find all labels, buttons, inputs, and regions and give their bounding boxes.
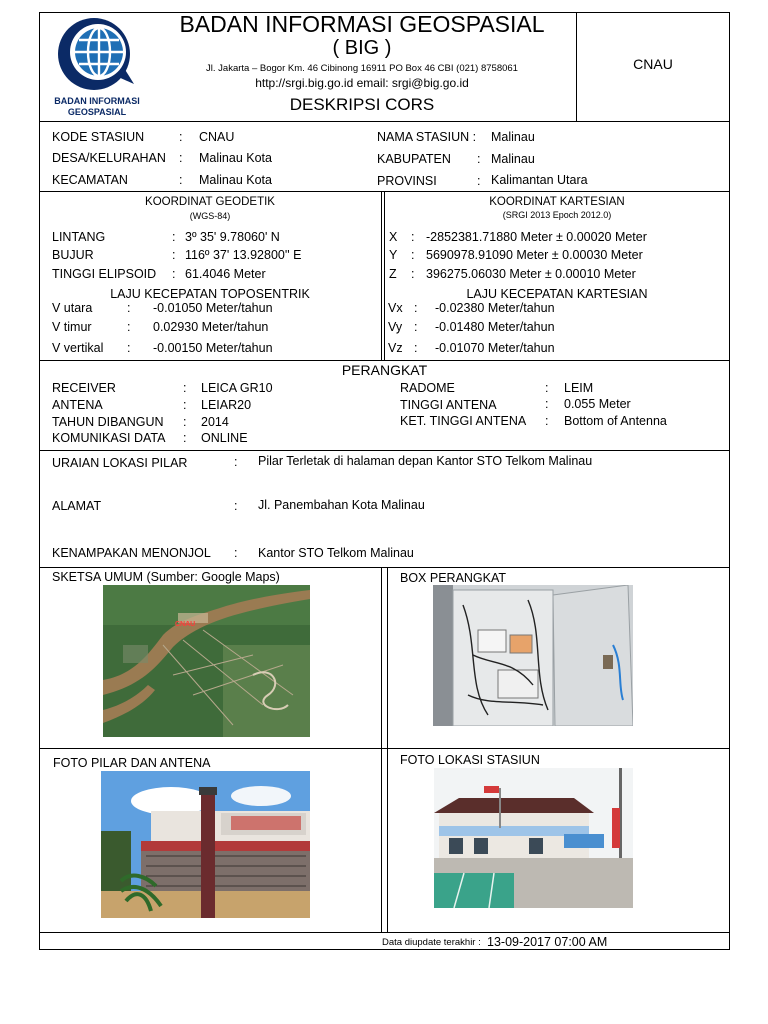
colon: : <box>179 173 183 187</box>
map-marker-label: CNAU <box>175 621 196 628</box>
org-abbr: ( BIG ) <box>332 37 392 59</box>
colon: : <box>545 381 549 395</box>
kenampakan-label: KENAMPAKAN MENONJOL <box>52 546 211 560</box>
sketsa-label: SKETSA UMUM (Sumber: Google Maps) <box>52 570 280 584</box>
uraian-label: URAIAN LOKASI PILAR <box>52 456 188 470</box>
kecamatan-value: Malinau Kota <box>199 173 272 187</box>
uraian-value: Pilar Terletak di halaman depan Kantor STO Telkom Malinau <box>258 454 593 468</box>
divider <box>39 748 730 749</box>
bujur-label: BUJUR <box>52 248 94 262</box>
receiver-label: RECEIVER <box>52 381 116 395</box>
lintang-label: LINTANG <box>52 230 106 244</box>
box-perangkat-label: BOX PERANGKAT <box>400 571 507 585</box>
provinsi-value: Kalimantan Utara <box>491 173 588 187</box>
colon: : <box>545 397 549 411</box>
colon: : <box>183 381 187 395</box>
vtimur-label: V timur <box>52 320 92 334</box>
satellite-map-image <box>103 585 310 737</box>
ket-tinggi-label: KET. TINGGI ANTENA <box>400 414 527 428</box>
tahun-label: TAHUN DIBANGUN <box>52 415 164 429</box>
big-logo <box>46 14 148 118</box>
org-name: BADAN INFORMASI GEOSPASIAL <box>179 11 545 37</box>
kecamatan-label: KECAMATAN <box>52 173 128 187</box>
ket-tinggi-value: Bottom of Antenna <box>564 414 667 428</box>
kartesian-vel-title: LAJU KECEPATAN KARTESIAN <box>466 287 648 301</box>
divider <box>39 121 730 122</box>
tinggi-antena-value: 0.055 Meter <box>564 397 631 411</box>
doc-title: DESKRIPSI CORS <box>289 95 435 114</box>
vy-value: -0.01480 Meter/tahun <box>435 320 555 334</box>
kabupaten-label: KABUPATEN <box>377 152 451 166</box>
colon: : <box>127 301 131 315</box>
antena-value: LEIAR20 <box>201 398 252 412</box>
updated-value: 13-09-2017 07:00 AM <box>487 935 608 949</box>
divider <box>39 932 730 933</box>
org-address: Jl. Jakarta – Bogor Km. 46 Cibinong 16911 PO Box 46 CBI (021) 8758061 <box>206 63 518 74</box>
colon: : <box>179 130 183 144</box>
vutara-label: V utara <box>52 301 93 315</box>
divider <box>39 360 730 361</box>
colon: : <box>477 152 481 166</box>
receiver-value: LEICA GR10 <box>201 381 273 395</box>
header-block <box>148 12 576 116</box>
pillar-antenna-image <box>101 771 310 918</box>
z-value: 396275.06030 Meter ± 0.00010 Meter <box>426 267 636 281</box>
y-value: 5690978.91090 Meter ± 0.00030 Meter <box>426 248 643 262</box>
kabupaten-value: Malinau <box>491 152 535 166</box>
vvertikal-value: -0.00150 Meter/tahun <box>153 341 273 355</box>
nama-label: NAMA STASIUN : <box>377 130 477 144</box>
colon: : <box>183 431 187 445</box>
colon: : <box>414 341 418 355</box>
vz-value: -0.01070 Meter/tahun <box>435 341 555 355</box>
tinggi-value: 61.4046 Meter <box>185 267 266 281</box>
vx-value: -0.02380 Meter/tahun <box>435 301 555 315</box>
updated-label: Data diupdate terakhir : <box>382 937 481 948</box>
geodetic-subtitle: (WGS-84) <box>189 211 231 221</box>
divider <box>387 567 388 932</box>
vx-label: Vx <box>388 301 403 315</box>
colon: : <box>414 301 418 315</box>
cartesian-subtitle: (SRGI 2013 Epoch 2012.0) <box>502 210 612 220</box>
colon: : <box>477 174 481 188</box>
desa-label: DESA/KELURAHAN <box>52 151 166 165</box>
alamat-value: Jl. Panembahan Kota Malinau <box>258 498 425 512</box>
perangkat-title: PERANGKAT <box>341 362 428 378</box>
colon: : <box>414 320 418 334</box>
bujur-value: 116º 37' 13.92800'' E <box>185 248 302 262</box>
radome-label: RADOME <box>400 381 455 395</box>
logo-text: GEOSPASIAL <box>67 107 127 117</box>
colon: : <box>172 230 176 244</box>
provinsi-label: PROVINSI <box>377 174 437 188</box>
foto-lokasi-label: FOTO LOKASI STASIUN <box>400 753 540 767</box>
foto-pilar-label: FOTO PILAR DAN ANTENA <box>53 756 211 770</box>
colon: : <box>411 267 415 281</box>
colon: : <box>234 499 238 513</box>
colon: : <box>183 398 187 412</box>
logo-text: BADAN INFORMASI <box>54 96 140 106</box>
divider <box>381 567 382 932</box>
geodetic-title: KOORDINAT GEODETIK <box>145 196 275 208</box>
tahun-value: 2014 <box>201 415 229 429</box>
komunikasi-label: KOMUNIKASI DATA <box>52 431 166 445</box>
globe-logo-icon <box>46 14 148 94</box>
station-location-image <box>434 768 633 908</box>
station-code-header: CNAU <box>633 56 673 72</box>
divider <box>39 567 730 568</box>
tinggi-antena-label: TINGGI ANTENA <box>400 398 497 412</box>
colon: : <box>234 455 238 469</box>
colon: : <box>411 230 415 244</box>
colon: : <box>411 248 415 262</box>
vtimur-value: 0.02930 Meter/tahun <box>153 320 269 334</box>
radome-value: LEIM <box>564 381 594 395</box>
org-web-email: http://srgi.big.go.id email: srgi@big.go.id <box>255 76 469 90</box>
alamat-label: ALAMAT <box>52 499 102 513</box>
colon: : <box>234 546 238 560</box>
divider <box>381 191 382 360</box>
toposentrik-title: LAJU KECEPATAN TOPOSENTRIK <box>110 287 310 301</box>
colon: : <box>172 248 176 262</box>
y-label: Y <box>389 248 398 262</box>
nama-value: Malinau <box>491 130 535 144</box>
lintang-value: 3º 35' 9.78060' N <box>185 230 280 244</box>
kode-value: CNAU <box>199 130 235 144</box>
colon: : <box>127 341 131 355</box>
colon: : <box>183 415 187 429</box>
vy-label: Vy <box>388 320 403 334</box>
x-value: -2852381.71880 Meter ± 0.00020 Meter <box>426 230 647 244</box>
komunikasi-value: ONLINE <box>201 431 248 445</box>
x-label: X <box>389 230 398 244</box>
colon: : <box>172 267 176 281</box>
kode-label: KODE STASIUN <box>52 130 145 144</box>
equipment-box-image <box>433 585 633 726</box>
vvertikal-label: V vertikal <box>52 341 104 355</box>
tinggi-label: TINGGI ELIPSOID <box>52 267 157 281</box>
colon: : <box>127 320 131 334</box>
kenampakan-value: Kantor STO Telkom Malinau <box>258 546 414 560</box>
vutara-value: -0.01050 Meter/tahun <box>153 301 273 315</box>
z-label: Z <box>389 267 397 281</box>
vz-label: Vz <box>388 341 403 355</box>
cartesian-title: KOORDINAT KARTESIAN <box>489 196 625 208</box>
antena-label: ANTENA <box>52 398 103 412</box>
divider <box>39 450 730 451</box>
colon: : <box>179 151 183 165</box>
colon: : <box>545 414 549 428</box>
desa-value: Malinau Kota <box>199 151 272 165</box>
